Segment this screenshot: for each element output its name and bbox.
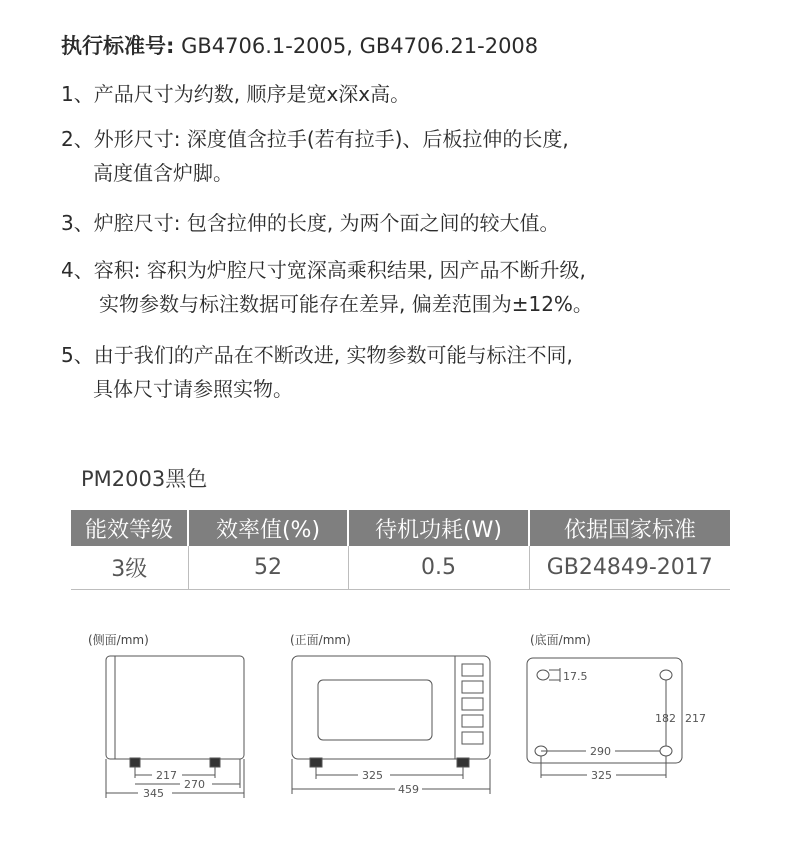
bottom-foot-top-left	[537, 670, 549, 680]
note-text-continued: 实物参数与标注数据可能存在差异, 偏差范围为±12%。	[99, 292, 593, 316]
header-efficiency-grade: 能效等级	[71, 510, 188, 546]
model-name: PM2003黑色	[81, 467, 208, 491]
side-dim-depth-inner: 217	[156, 769, 177, 782]
side-foot-left	[130, 758, 140, 767]
side-view-label: (侧面/mm)	[88, 633, 149, 647]
front-foot-left	[310, 758, 322, 767]
standard-value: GB4706.1-2005, GB4706.21-2008	[174, 34, 539, 58]
front-foot-right	[457, 758, 469, 767]
bottom-dim-offset: 17.5	[563, 670, 588, 683]
note-text: 3、炉腔尺寸: 包含拉伸的长度, 为两个面之间的较大值。	[61, 211, 560, 235]
note-text-continued: 具体尺寸请参照实物。	[93, 377, 293, 401]
header-national-standard: 依据国家标准	[529, 510, 730, 546]
front-button-3	[462, 715, 483, 727]
cell-efficiency-grade: 3级	[71, 546, 188, 590]
bottom-dim-outer-depth: 217	[685, 712, 706, 725]
cell-efficiency-value: 52	[188, 546, 348, 590]
front-button-2	[462, 698, 483, 710]
front-view-label: (正面/mm)	[290, 633, 351, 647]
bottom-foot-top-right	[660, 670, 672, 680]
bottom-dim-outer-width: 325	[591, 769, 612, 782]
front-body-outline	[292, 656, 490, 759]
standard-label: 执行标准号:	[61, 34, 175, 58]
front-display	[462, 664, 483, 676]
side-foot-right	[210, 758, 220, 767]
front-view-diagram	[292, 656, 490, 794]
front-dim-width: 459	[398, 783, 419, 796]
cell-national-standard: GB24849-2017	[529, 546, 730, 590]
side-body-outline	[106, 656, 244, 759]
note-text-continued: 高度值含炉脚。	[93, 161, 233, 185]
bottom-dim-inner-depth: 182	[655, 712, 676, 725]
header-standby-power: 待机功耗(W)	[348, 510, 529, 546]
bottom-foot-bottom-right	[660, 746, 672, 756]
note-text: 5、由于我们的产品在不断改进, 实物参数可能与标注不同,	[61, 343, 573, 367]
cell-standby-power: 0.5	[348, 546, 529, 590]
front-window	[318, 680, 432, 740]
bottom-dim-inner-width: 290	[590, 745, 611, 758]
bottom-view-label: (底面/mm)	[530, 633, 591, 647]
note-text: 2、外形尺寸: 深度值含拉手(若有拉手)、后板拉伸的长度,	[61, 127, 569, 151]
front-button-4	[462, 732, 483, 744]
note-text: 4、容积: 容积为炉腔尺寸宽深高乘积结果, 因产品不断升级,	[61, 258, 586, 282]
front-dim-foot-span: 325	[362, 769, 383, 782]
note-text: 1、产品尺寸为约数, 顺序是宽x深x高。	[61, 82, 411, 106]
side-dim-depth-total: 345	[143, 787, 164, 800]
side-dim-depth-mid: 270	[184, 778, 205, 791]
header-efficiency-value: 效率值(%)	[188, 510, 348, 546]
front-button-1	[462, 681, 483, 693]
